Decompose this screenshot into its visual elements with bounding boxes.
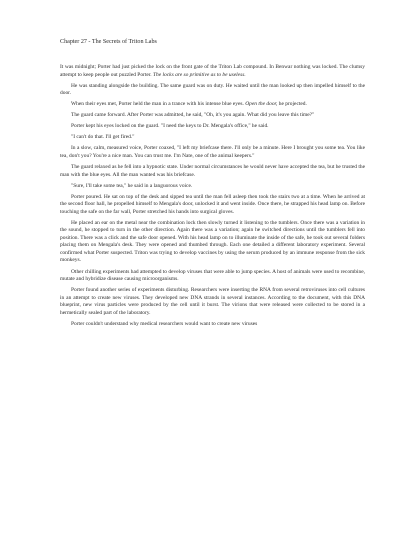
chapter-title: Chapter 27 - The Secrets of Triton Labs — [60, 39, 157, 45]
paragraph-2: He was standing alongside the building. The same guard was on duty. He waited until the man looked up then impelled himself to the door. — [60, 82, 365, 97]
paragraph-11: He placed an ear on the metal near the combination lock then slowly turned it listening to the tumblers. Once there was a variation in the sound, he stopped to turn in the other direction. Again there was a variation; again he switched directions until the tumblers fell into position. There was a click and the safe door opened. With his head lamp on to illuminate the inside of the safe, he took out several folders placing them on Mengala's desk. They were opened and thumbed through. Each one detailed a different laboratory experiment. Several confirmed what Porter suspected. Triton was trying to develop vaccines by using the serum produced by an immune response from the sick monkeys. — [60, 219, 365, 264]
paragraph-9: "Sure, I'll take some tea," he said in a languorous voice. — [71, 182, 193, 189]
paragraph-text: he projected. — [277, 101, 307, 108]
page-content — [60, 38, 365, 332]
paragraph-3 — [60, 101, 365, 109]
paragraph-text: When their eyes met, Porter held the man in a trance with his intense blue eyes. — [71, 101, 246, 108]
paragraph-7: In a slow, calm, measured voice, Porter coaxed, "I left my briefcase there. I'll only be a minute. Here I brought you some tea. You like tea, don't you? You're a nice man. You can trust me. I'm Nate, one of the animal keepers." — [60, 145, 365, 159]
paragraph-1 — [60, 64, 365, 79]
italic-projection: Open the door, — [245, 101, 278, 108]
paragraph-10: Porter poured. He sat on top of the desk and sipped tea until the man fell asleep then took the stairs two at a time. When he arrived at the second floor hall, he propelled himself to Mengala's door, unlocked it and went inside. Once there, he strapped his head lamp on. Before touching the safe on the far wall, Porter stretched his hands into surgical gloves. — [60, 193, 365, 215]
paragraph-5: Porter kept his eyes locked on the guard. "I need the keys to Dr. Mengala's office," he said. — [71, 123, 269, 130]
italic-thought: The locks are so primitive as to be useless. — [153, 71, 246, 78]
paragraph-4: The guard came forward. After Porter was admitted, he said, "Oh, it's you again. What did you leave this time?" — [71, 112, 315, 119]
paragraph-6: "I can't do that. I'll get fired." — [71, 134, 135, 141]
paragraph-12: Other chilling experiments had attempted to develop viruses that were able to jump species. A host of animals were used to recombine, mutate and hybridize disease causing microorganisms. — [60, 268, 365, 283]
paragraph-text: It was midnight; Porter had just picked the lock on the front gate of the Triton Lab compound. In Benwar nothing was locked. The clumsy attempt to keep people out puzzled Porter. — [60, 64, 365, 78]
paragraph-14: Porter couldn't understand why medical researchers would want to create new viruses — [71, 320, 258, 327]
paragraph-13: Porter found another series of experiments disturbing. Researchers were inserting the RNA from several retroviruses into cell cultures in an attempt to create new viruses. They developed new DNA strands in several instances. According to the document, with this DNA blueprint, new virus particles were produced by the cell until it burst. The virions that were released were collected to be stored in a hermetically sealed part of the laboratory. — [60, 287, 365, 316]
paragraph-8: The guard relaxed as he fell into a hypnotic state. Under normal circumstances he would never have accepted the tea, but he trusted the man with the blue eyes. All the man wanted was his briefcase. — [60, 163, 365, 178]
